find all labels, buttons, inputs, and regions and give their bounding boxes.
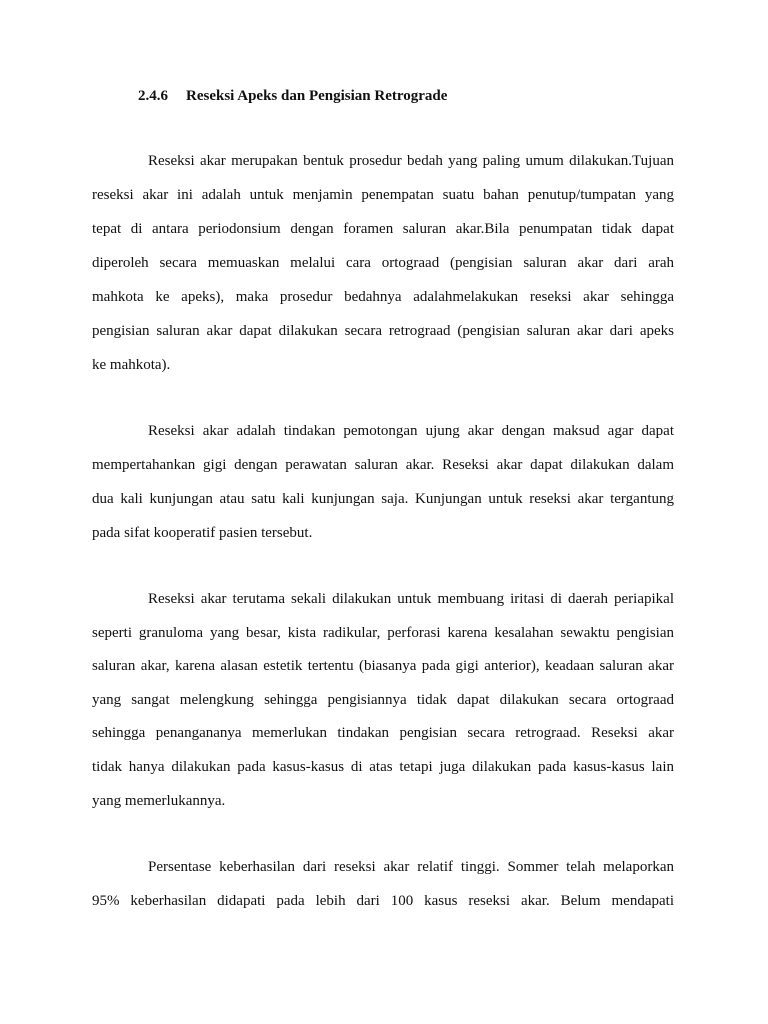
text-line: ke mahkota). [92,357,171,373]
text-line: pengisian saluran akar dapat dilakukan secara retrograad (pengisian saluran akar dari apeks [92,323,674,339]
text-line: Reseksi akar terutama sekali dilakukan untuk membuang iritasi di daerah periapikal [148,591,674,607]
section-title: Reseksi Apeks dan Pengisian Retrograde [186,88,448,104]
text-line: yang memerlukannya. [92,793,226,809]
text-line: sehingga penangananya memerlukan tindakan pengisian secara retrograad. Reseksi akar [92,725,674,741]
text-line: tidak hanya dilakukan pada kasus-kasus di atas tetapi juga dilakukan pada kasus-kasus lain [92,759,674,775]
text-line: diperoleh secara memuaskan melalui cara ortograad (pengisian saluran akar dari arah [92,255,674,271]
section-number: 2.4.6 [138,88,168,104]
text-line: pada sifat kooperatif pasien tersebut. [92,525,313,541]
text-line: Reseksi akar adalah tindakan pemotongan ujung akar dengan maksud agar dapat [148,423,674,439]
text-line: Persentase keberhasilan dari reseksi akar relatif tinggi. Sommer telah melaporkan [148,859,674,875]
text-line: Reseksi akar merupakan bentuk prosedur bedah yang paling umum dilakukan.Tujuan [148,153,674,169]
text-line: dua kali kunjungan atau satu kali kunjungan saja. Kunjungan untuk reseksi akar tergantung [92,491,674,507]
text-line: mahkota ke apeks), maka prosedur bedahnya adalahmelakukan reseksi akar sehingga [92,289,674,305]
text-line: saluran akar, karena alasan estetik tertentu (biasanya pada gigi anterior), keadaan saluran akar [92,658,674,674]
text-line: mempertahankan gigi dengan perawatan saluran akar. Reseksi akar dapat dilakukan dalam [92,457,674,473]
text-line: yang sangat melengkung sehingga pengisiannya tidak dapat dilakukan secara ortograad [92,692,674,708]
text-line: tepat di antara periodonsium dengan foramen saluran akar.Bila penumpatan tidak dapat [92,221,674,237]
text-line: seperti granuloma yang besar, kista radikular, perforasi karena kesalahan sewaktu pengisian [92,625,674,641]
section-heading [138,88,447,105]
text-line: 95% keberhasilan didapati pada lebih dari 100 kasus reseksi akar. Belum mendapati [92,893,674,909]
text-line: reseksi akar ini adalah untuk menjamin penempatan suatu bahan penutup/tumpatan yang [92,187,674,203]
